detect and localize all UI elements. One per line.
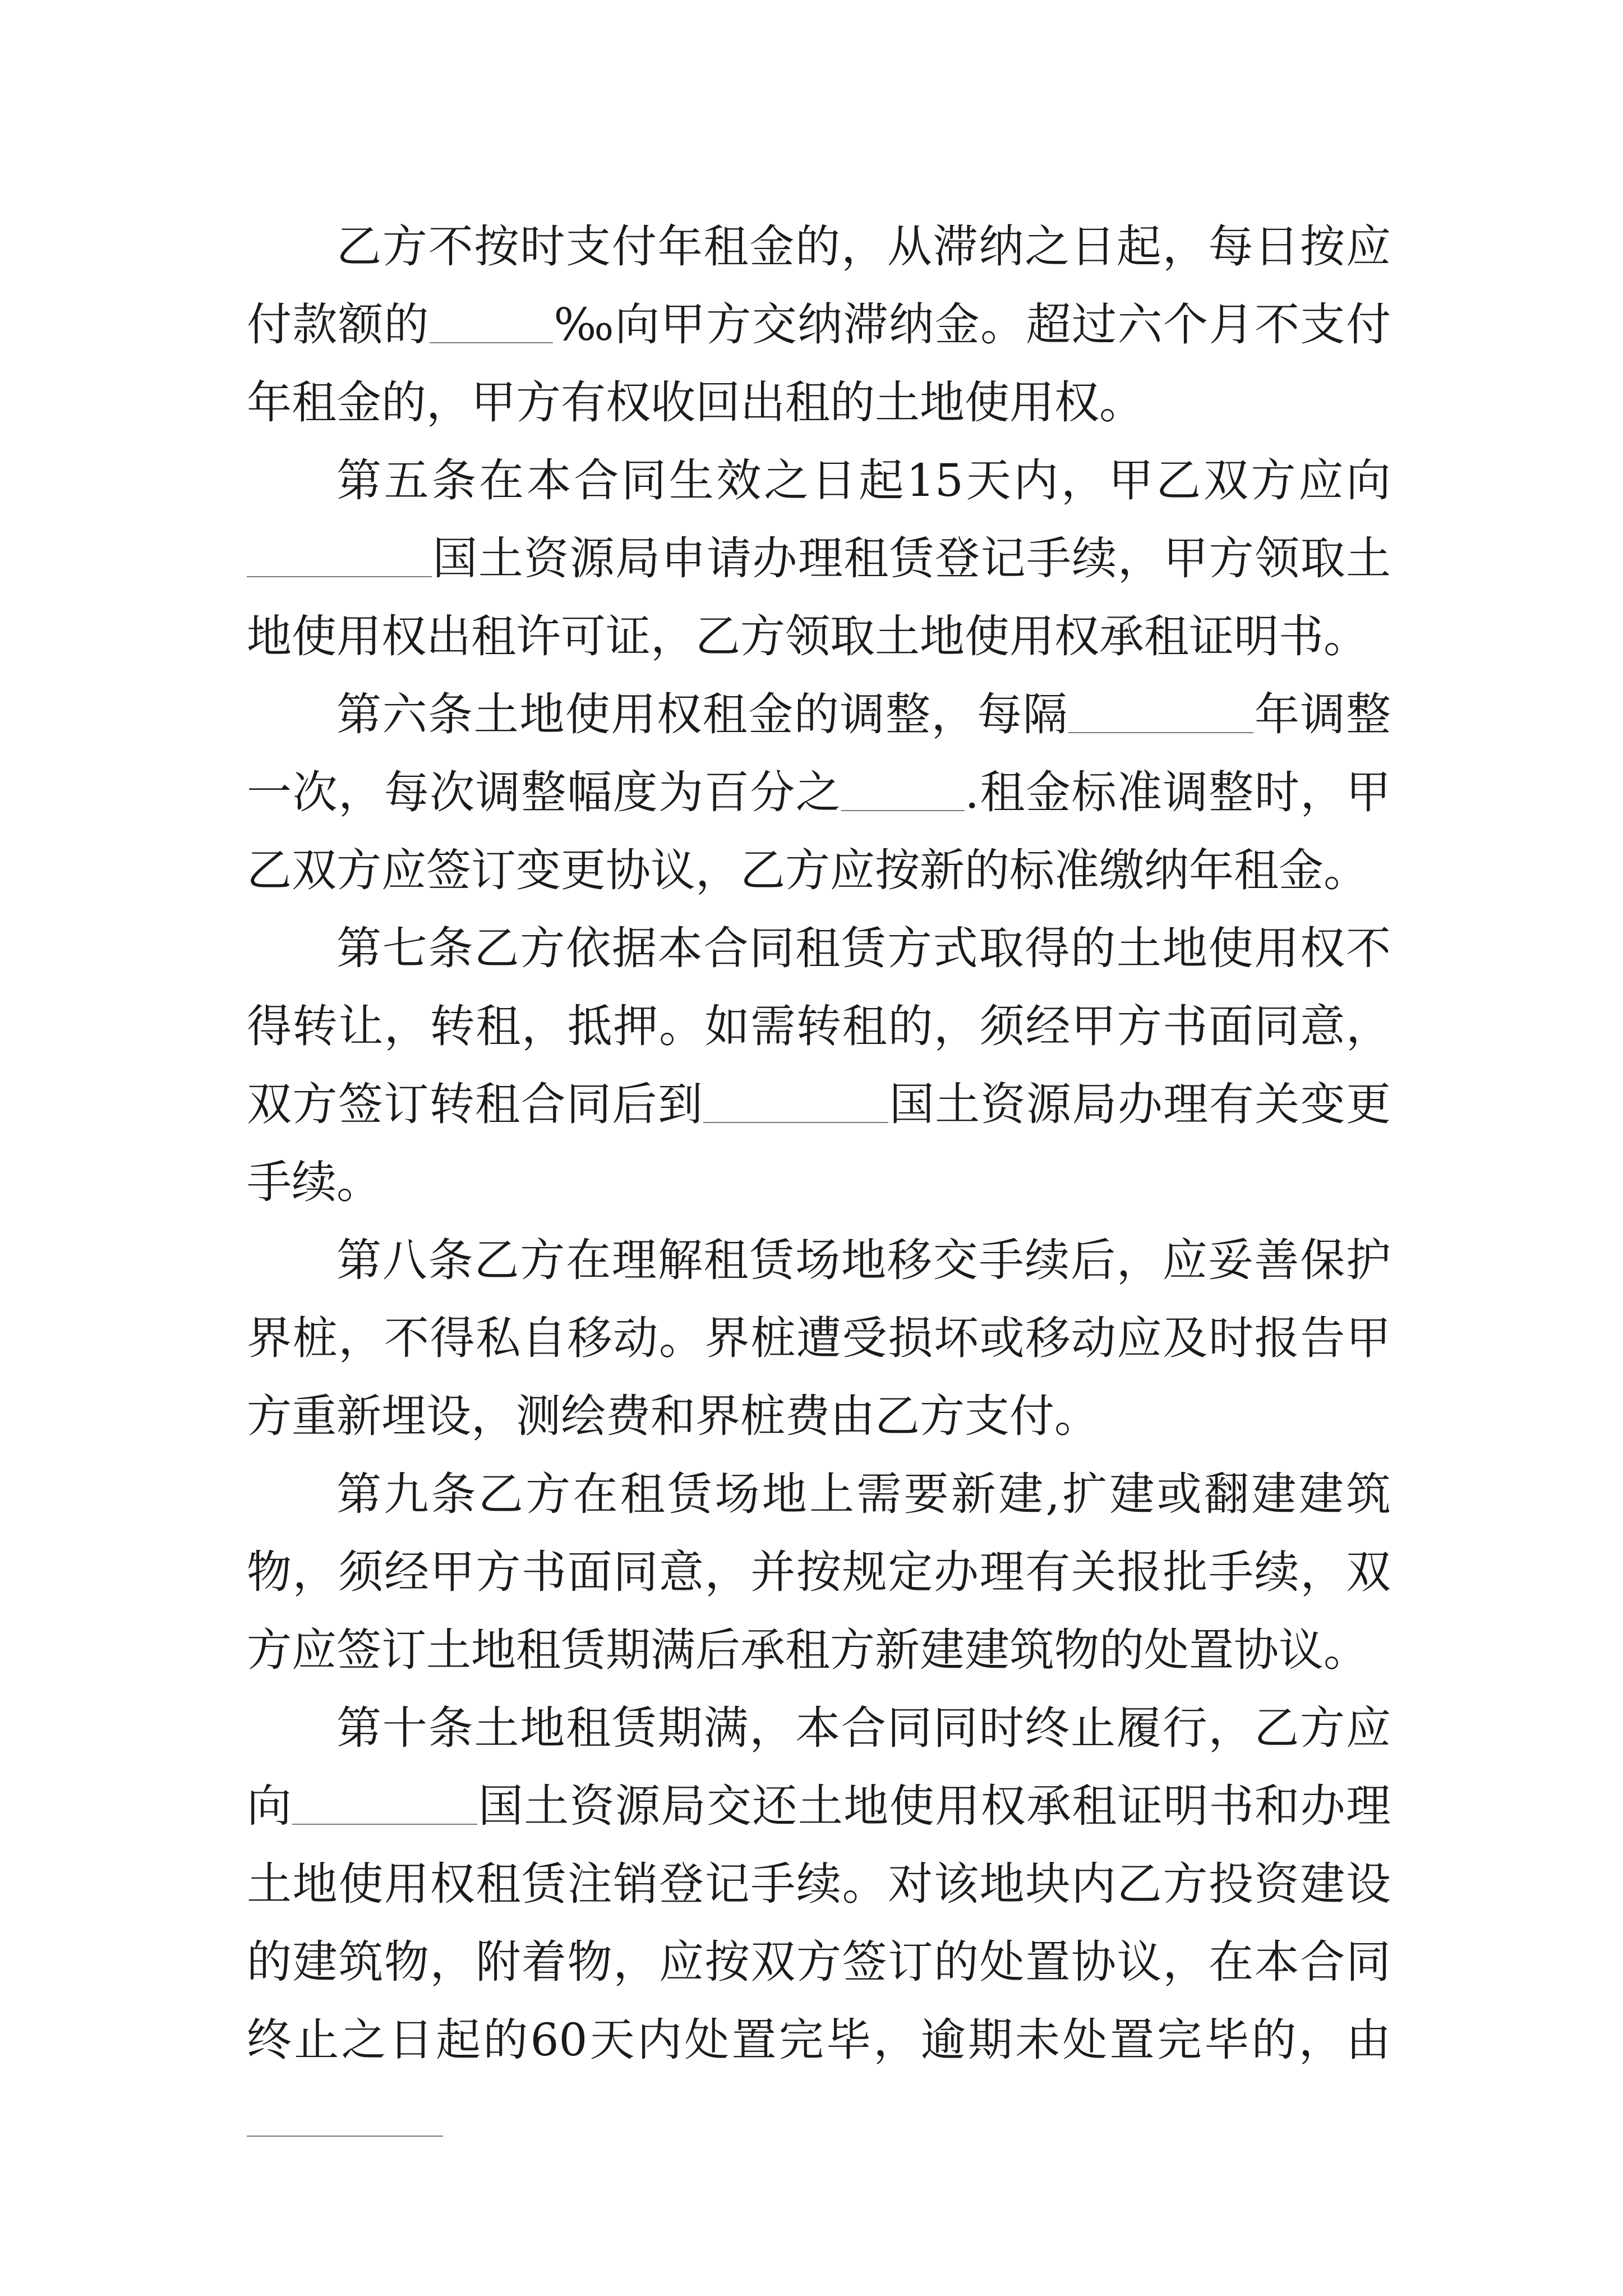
paragraph-article-7 — [247, 909, 1391, 1221]
fill-in-blank — [430, 307, 553, 343]
paragraph-text: 第九条乙方在租赁场地上需要新建,扩建或翻建建筑物，须经甲方书面同意，并按规定办理有关报批手续，双方应签订土地租赁期满后承租方新建建筑物的处置协议。 — [247, 1468, 1391, 1676]
paragraph-text: 国土资源局申请办理租赁登记手续，甲方领取土地使用权出租许可证，乙方领取土地使用权承租证明书。 — [247, 532, 1391, 662]
paragraph-text: 年调整一次，每次调整幅度为百分之 — [247, 688, 1391, 818]
paragraph-text: 第七条乙方依据本合同租赁方式取得的土地使用权不得转让，转租，抵押。如需转租的，须经甲方书面同意，双方签订转租合同后到 — [247, 922, 1391, 1130]
paragraph-article-10 — [247, 1689, 1391, 2157]
paragraph-text: 第十条土地租赁期满，本合同同时终止履行，乙方应向 — [247, 1702, 1391, 1832]
paragraph-text: 国土资源局交还土地使用权承租证明书和办理土地使用权租赁注销登记手续。对该地块内乙方投资建设的建筑物，附着物，应按双方签订的处置协议，在本合同终止之日起的60天内处置完毕，逾期未处置完毕的，由 — [247, 1780, 1391, 2066]
paragraph-text: 第六条土地使用权租金的调整，每隔 — [336, 688, 1069, 740]
fill-in-blank — [292, 1789, 477, 1825]
paragraph-text: 第五条在本合同生效之日起15天内，甲乙双方应向 — [336, 454, 1391, 507]
fill-in-blank — [703, 1087, 888, 1123]
paragraph-text: 国土资源局办理有关变更手续。 — [247, 1078, 1391, 1208]
paragraph-article-9 — [247, 1455, 1391, 1689]
paragraph-text: 第八条乙方在理解租赁场地移交手续后，应妥善保护界桩，不得私自移动。界桩遭受损坏或移动应及时报告甲方重新埋设，测绘费和界桩费由乙方支付。 — [247, 1234, 1391, 1442]
paragraph-article-6 — [247, 675, 1391, 909]
fill-in-blank — [1068, 697, 1253, 733]
fill-in-blank — [841, 775, 965, 811]
paragraph-text: ‰向甲方交纳滞纳金。超过六个月不支付年租金的，甲方有权收回出租的土地使用权。 — [247, 298, 1391, 429]
fill-in-blank — [247, 2101, 443, 2137]
document-body — [247, 208, 1391, 2157]
paragraph-text: .租金标准调整时，甲乙双方应签订变更协议，乙方应按新的标准缴纳年租金。 — [247, 766, 1391, 896]
fill-in-blank — [247, 541, 432, 577]
paragraph-text: 乙方不按时支付年租金的，从滞纳之日起，每日按应付款额的 — [247, 220, 1391, 351]
paragraph-late-fee — [247, 208, 1391, 441]
paragraph-article-5 — [247, 441, 1391, 675]
paragraph-article-8 — [247, 1221, 1391, 1455]
